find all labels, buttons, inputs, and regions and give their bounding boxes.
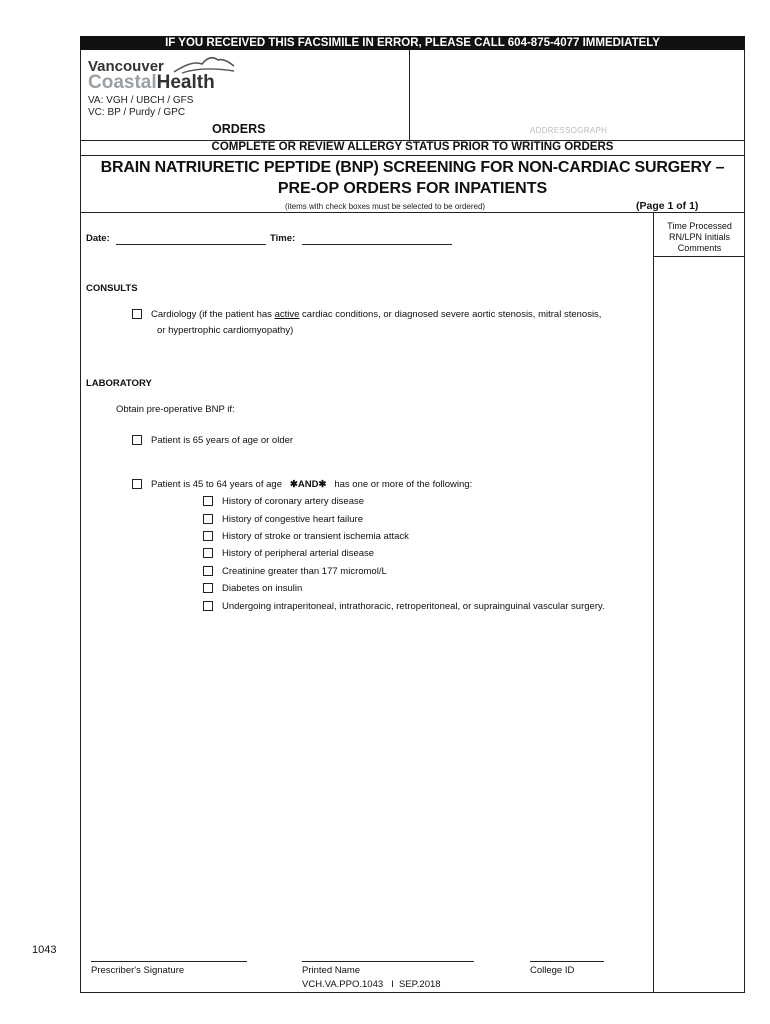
cardiology-text-post: cardiac conditions, or diagnosed severe aortic stenosis, mitral stenosis, [299,309,602,320]
side-form-number: 1043 [32,944,57,956]
title-divider [80,212,745,213]
age-45-64-text-pre: Patient is 45 to 64 years of age [151,479,282,490]
condition-label: Undergoing intraperitoneal, intrathoracic, retroperitoneal, or suprainguinal vascular surgery. [222,601,605,612]
side-column-divider [653,212,654,993]
condition-checkbox[interactable] [203,601,213,611]
prescriber-signature-line[interactable] [91,961,247,962]
side-time-processed: Time Processed [667,221,732,231]
condition-label: History of coronary artery disease [222,496,365,507]
site-line-va: VA: VGH / UBCH / GFS [88,95,194,106]
form-code-date: SEP.2018 [398,979,441,990]
logo-coastal-text: Coastal [88,72,157,93]
checkbox-note: (items with check boxes must be selected to be ordered) [285,202,486,211]
condition-checkbox[interactable] [203,548,213,558]
allergy-notice: COMPLETE OR REVIEW ALLERGY STATUS PRIOR TO WRITING ORDERS [211,141,614,153]
condition-checkbox[interactable] [203,514,213,524]
logo-health-text: Health [156,72,215,93]
side-column-header [654,221,745,254]
site-line-vc: VC: BP / Purdy / GPC [88,107,186,118]
condition-label: Diabetes on insulin [222,583,303,594]
laboratory-heading: LABORATORY [86,378,152,389]
form-code [302,979,441,990]
condition-checkbox[interactable] [203,531,213,541]
form-title-line1: BRAIN NATRIURETIC PEPTIDE (BNP) SCREENING FOR NON-CARDIAC SURGERY – [100,159,725,176]
condition-label: History of stroke or transient ischemia attack [222,531,409,542]
header-divider-vertical [409,50,410,140]
addressograph-label: ADDRESSOGRAPH [530,126,608,135]
date-field[interactable] [116,244,266,245]
side-comments: Comments [677,243,722,253]
form-code-separator: I [391,979,394,990]
age-65-text: Patient is 65 years of age or older [151,435,294,446]
college-id-label: College ID [530,965,575,976]
fax-notice-bar: IF YOU RECEIVED THIS FACSIMILE IN ERROR, PLEASE CALL 604-875-4077 IMMEDIATELY [80,36,745,50]
logo-coastal-health [88,72,215,94]
time-label: Time: [270,233,296,244]
college-id-line[interactable] [530,961,604,962]
time-field[interactable] [302,244,452,245]
age-45-64-checkbox[interactable] [132,479,142,489]
form-title-line2: PRE-OP ORDERS FOR INPATIENTS [277,180,548,197]
condition-checkbox[interactable] [203,583,213,593]
cardiology-checkbox[interactable] [132,309,142,319]
page-info: (Page 1 of 1) [636,200,699,212]
orders-label: ORDERS [212,122,266,136]
and-emphasis: ✱AND✱ [289,479,327,490]
cardiology-text-line2: or hypertrophic cardiomyopathy) [157,325,294,336]
cardiology-text-pre: Cardiology (if the patient has [151,309,275,320]
printed-name-label: Printed Name [302,965,361,976]
date-label: Date: [86,233,110,244]
age-45-64-text-post: has one or more of the following: [334,479,473,490]
logo-vancouver: Vancouver [88,58,164,75]
condition-label: History of peripheral arterial disease [222,548,375,559]
side-column-header-line [653,256,745,257]
age-65-checkbox[interactable] [132,435,142,445]
condition-checkbox[interactable] [203,566,213,576]
cardiology-text-active: active [274,309,300,320]
laboratory-intro: Obtain pre-operative BNP if: [116,404,235,415]
condition-label: Creatinine greater than 177 micromol/L [222,566,387,577]
mountain-logo-icon [172,52,236,74]
condition-checkbox[interactable] [203,496,213,506]
prescriber-signature-label: Prescriber's Signature [91,965,185,976]
allergy-divider [80,155,745,156]
consults-heading: CONSULTS [86,283,138,294]
condition-label: History of congestive heart failure [222,514,363,525]
age-45-64-text [151,479,472,490]
cardiology-text [151,309,601,320]
printed-name-line[interactable] [302,961,474,962]
side-rn-initials: RN/LPN Initials [668,232,731,242]
form-code-id: VCH.VA.PPO.1043 [302,979,384,990]
